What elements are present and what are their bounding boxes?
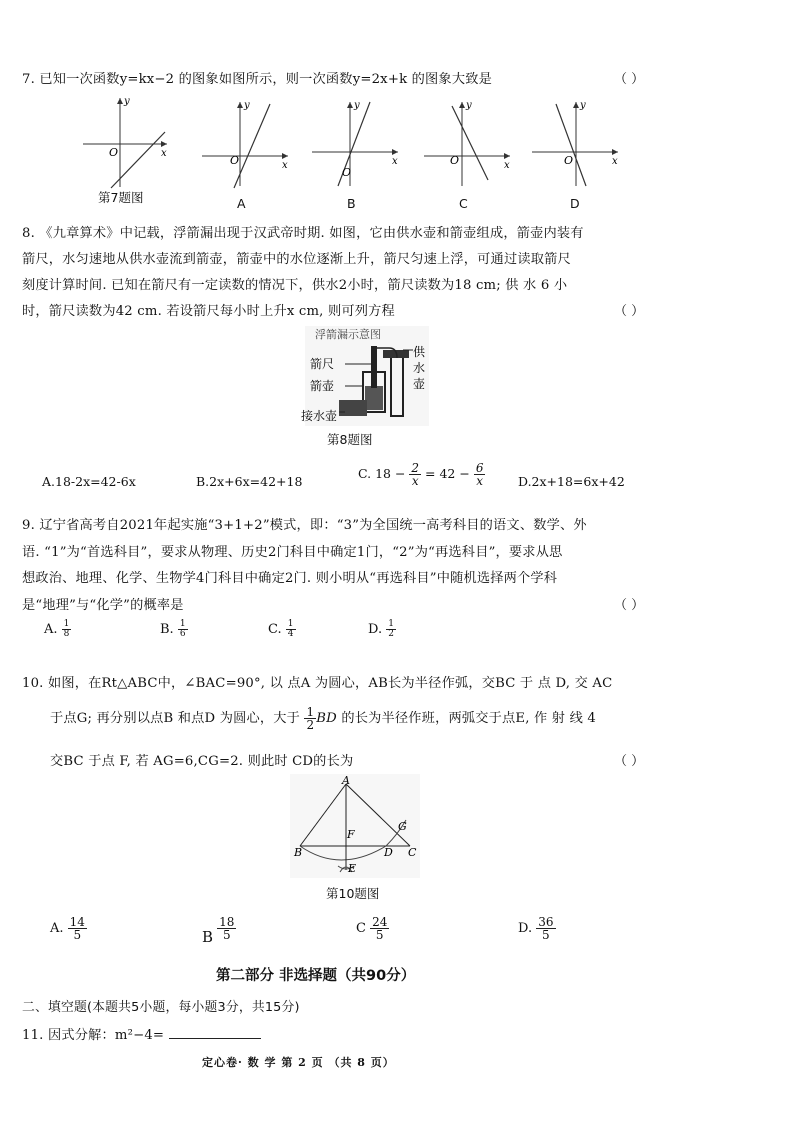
q10-option-d	[518, 916, 556, 941]
q8-option-c-frac2	[474, 462, 486, 487]
q10-half-num: 1	[306, 705, 315, 719]
q7-option-d-graph	[528, 98, 624, 188]
q10-a-label: A.	[50, 921, 64, 936]
q10-c-num: 24	[372, 915, 388, 929]
q7-main-origin: O	[109, 146, 119, 159]
q10-label-c: C	[408, 846, 417, 859]
q10-label-d: D	[384, 846, 393, 859]
q8-line1: 8. 《九章算术》中记载，浮箭漏出现于汉武帝时期. 如图，它由供水壶和箭壶组成，箭壶内装有	[22, 226, 584, 241]
q9-option-c	[268, 620, 296, 639]
q9-b-num: 1	[179, 619, 186, 629]
q9-d-label: D.	[368, 622, 383, 637]
q9-c-frac	[286, 620, 296, 639]
q10-d-frac	[536, 916, 555, 941]
q10-a-frac	[68, 916, 87, 941]
q8-option-b: B.2x+6x=42+18	[196, 474, 303, 489]
q7-option-b-label: B	[347, 196, 356, 211]
q10-label-a: A	[342, 774, 350, 787]
q8-option-c-pre: C. 18 −	[358, 466, 406, 481]
q10-a-num: 14	[69, 915, 85, 929]
q11-answer-blank[interactable]	[169, 1026, 261, 1039]
q7-d-x: x	[612, 156, 618, 167]
part2-section-heading: 二、填空题(本题共5小题，每小题3分，共15分)	[22, 1000, 300, 1015]
q10-line2	[50, 706, 596, 731]
q7-a-y: y	[244, 100, 250, 111]
q8-caption: 第8题图	[327, 432, 373, 447]
q10-b-num: 18	[219, 915, 235, 929]
q7-caption: 第7题图	[98, 190, 144, 205]
q8-label-hu: 壶	[413, 377, 426, 391]
q7-b-y: y	[354, 100, 360, 111]
q8-line4: 时，箭尺读数为42 cm. 若设箭尺每小时上升x cm, 则可列方程	[22, 304, 395, 319]
q10-half-den: 2	[306, 718, 315, 732]
q7-a-origin: O	[230, 154, 240, 167]
q10-b-den: 5	[222, 928, 231, 942]
q9-line3: 想政治、地理、化学、生物学4门科目中确定2门. 则小明从“再选科目”中随机选择两个学科	[22, 571, 558, 586]
q8-label-gong: 供	[413, 345, 426, 359]
q7-option-c-label: C	[459, 196, 468, 211]
q9-b-den: 6	[179, 629, 186, 639]
q10-option-c	[356, 916, 389, 941]
q8-water-clock-figure	[301, 326, 429, 426]
q8-option-d: D.2x+18=6x+42	[518, 474, 625, 489]
q8-line3: 刻度计算时间. 已知在箭尺有一定读数的情况下，供水2小时，箭尺读数为18 cm; 供 水 6 小	[22, 278, 568, 293]
part2-title: 第二部分 非选择题（共90分）	[216, 968, 416, 984]
q8-label-jianhu: 箭壶	[310, 379, 335, 393]
q7-a-x: x	[282, 160, 288, 171]
q8-c-den2: x	[476, 474, 484, 488]
q7-c-origin: O	[450, 154, 460, 167]
q8-option-a: A.18-2x=42-6x	[42, 474, 136, 489]
q10-label-b: B	[294, 846, 303, 859]
q9-a-frac	[62, 620, 72, 639]
q10-c-label: C	[356, 921, 366, 936]
q9-option-b	[160, 620, 188, 639]
q8-c-num1: 2	[411, 461, 420, 475]
q10-line2-post: 的长为半径作班，两弧交于点E, 作 射 线 4	[341, 711, 596, 726]
q10-line1: 10. 如图，在Rt△ABC中，∠BAC=90°, 以 点A 为圆心，AB长为半径作弧，交BC 于 点 D, 交 AC	[22, 676, 613, 691]
q7-option-b-graph	[308, 98, 404, 188]
q7-option-d-label: D	[570, 196, 580, 211]
q8-label-shui: 水	[413, 361, 426, 375]
q7-main-graph	[75, 92, 175, 190]
q8-option-c-mid: = 42 −	[425, 466, 470, 481]
q10-c-den: 5	[375, 928, 384, 942]
q7-option-c-graph	[420, 98, 516, 188]
q10-line3: 交BC 于点 F, 若 AG=6,CG=2. 则此时 CD的长为	[50, 754, 354, 769]
q9-line2: 语. “1”为“首选科目”，要求从物理、历史2门科目中确定1门，“2”为“再选科目”，要求从思	[22, 545, 563, 560]
q10-label-g: G	[398, 820, 407, 833]
q10-label-e: E	[348, 862, 357, 875]
q10-d-num: 36	[538, 915, 554, 929]
q9-a-num: 1	[63, 619, 70, 629]
q7-d-origin: O	[564, 154, 574, 167]
q8-line2: 箭尺，水匀速地从供水壶流到箭壶，箭壶中的水位逐渐上升，箭尺匀速上浮，可通过读取箭尺	[22, 252, 571, 267]
q7-d-y: y	[580, 100, 586, 111]
q10-c-frac	[370, 916, 389, 941]
q10-line2-pre: 于点G; 再分别以点B 和点D 为圆心，大于	[50, 711, 301, 726]
q9-option-a	[44, 620, 71, 639]
q9-a-den: 8	[63, 629, 70, 639]
q9-c-den: 4	[287, 629, 294, 639]
q9-c-label: C.	[268, 622, 282, 637]
q10-caption: 第10题图	[326, 886, 380, 901]
q10-option-b	[202, 915, 236, 946]
q7-stem: 7. 已知一次函数y=kx−2 的图象如图所示，则一次函数y=2x+k 的图象大致是	[22, 72, 492, 87]
q9-b-label: B.	[160, 622, 174, 637]
page-footer: 定心卷· 数 学 第 2 页 （共 8 页）	[202, 1056, 395, 1069]
q7-main-x: x	[161, 148, 167, 159]
q10-a-den: 5	[73, 928, 82, 942]
q9-line4: 是“地理”与“化学”的概率是	[22, 598, 184, 613]
q8-c-den1: x	[411, 474, 419, 488]
q9-line1: 9. 辽宁省高考自2021年起实施“3+1+2”模式，即：“3”为全国统一高考科目的语文、数学、外	[22, 518, 587, 533]
q11-line	[22, 1024, 261, 1043]
q8-answer-paren: （ ）	[614, 304, 645, 319]
q8-option-c	[358, 462, 485, 487]
q9-answer-paren: （ ）	[614, 598, 645, 613]
q7-option-a-label: A	[237, 196, 246, 211]
q9-d-frac	[386, 620, 396, 639]
q8-figure-title: 浮箭漏示意图	[315, 328, 381, 341]
q8-c-num2: 6	[475, 461, 484, 475]
q9-option-d	[368, 620, 396, 639]
q7-b-x: x	[392, 156, 398, 167]
q11-text: 11. 因式分解：m²−4=	[22, 1028, 169, 1043]
q7-c-x: x	[504, 160, 510, 171]
q8-option-c-frac1	[409, 462, 421, 487]
q7-b-origin: O	[342, 166, 352, 179]
q10-d-label: D.	[518, 921, 533, 936]
q10-geometry-figure	[290, 774, 420, 878]
q9-c-num: 1	[287, 619, 294, 629]
q8-label-jianchi: 箭尺	[310, 357, 335, 371]
q10-b-label: B	[202, 928, 214, 946]
q10-label-f: F	[347, 828, 355, 841]
q8-label-jieshuihu: 接水壶	[301, 409, 338, 423]
q7-main-y: y	[124, 96, 130, 107]
q10-option-a	[50, 916, 87, 941]
q9-b-frac	[178, 620, 188, 639]
q9-d-den: 2	[388, 629, 394, 639]
q9-a-label: A.	[44, 622, 58, 637]
q7-answer-paren: （ ）	[614, 72, 645, 87]
q10-answer-paren: （ ）	[614, 754, 645, 769]
q9-d-num: 1	[388, 619, 394, 629]
q10-half-frac	[304, 706, 316, 731]
q7-option-a-graph	[198, 98, 294, 188]
q10-b-frac	[217, 916, 236, 941]
q10-d-den: 5	[542, 928, 550, 942]
q10-bd: BD	[316, 711, 337, 726]
q7-c-y: y	[466, 100, 472, 111]
